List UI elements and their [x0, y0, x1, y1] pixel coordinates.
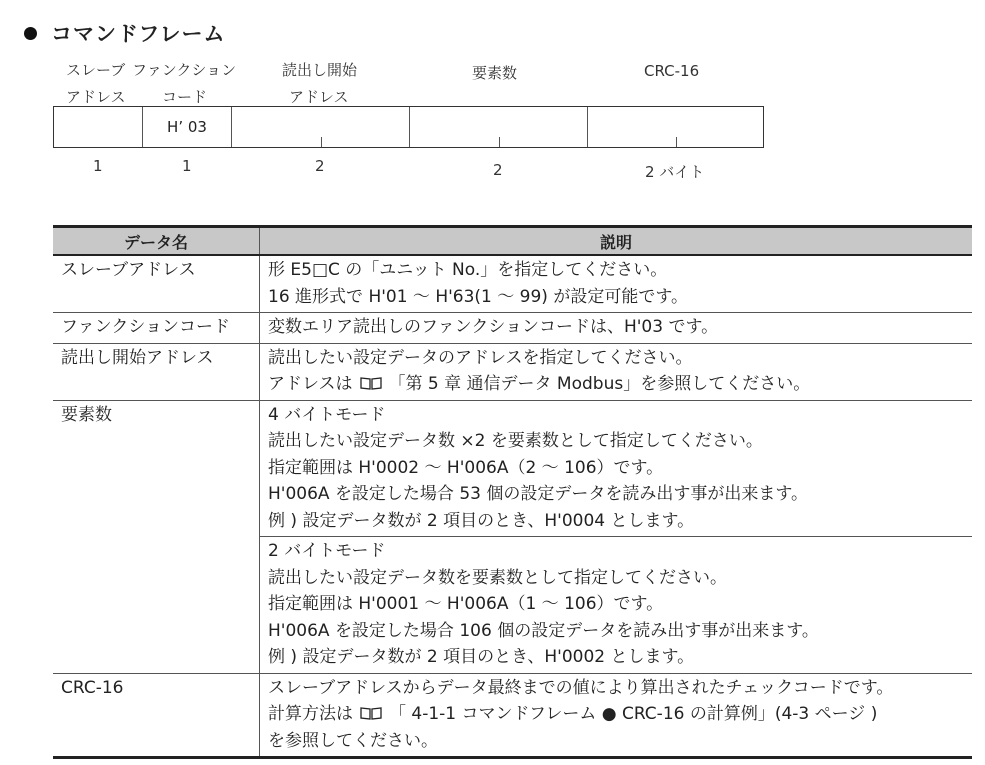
desc-line: 計算方法は 「 4-1-1 コマンドフレーム ● CRC-16 の計算例」(4-3 ページ ) — [268, 704, 878, 724]
frame-size-func: 1 — [182, 157, 192, 175]
table-row — [53, 255, 972, 313]
desc-line: 指定範囲は H'0001 ～ H'006A（1 ～ 106）です。 — [268, 594, 664, 614]
desc-line: 読出したい設定データ数 ×2 を要素数として指定してください。 — [268, 431, 763, 451]
row-desc-crc16 — [260, 673, 973, 758]
row-desc-element-count-4byte — [260, 400, 973, 537]
desc-line: 例 ) 設定データ数が 2 項目のとき、H'0004 とします。 — [268, 510, 695, 531]
row-name-function-code: ファンクションコード — [53, 313, 260, 344]
frame-label-slave-1: スレーブ — [66, 61, 126, 79]
desc-line: スレーブアドレスからデータ最終までの値により算出されたチェックコードです。 — [268, 677, 894, 698]
frame-size-crc: 2 バイト — [645, 163, 705, 181]
frame-cell-read-address — [232, 107, 410, 147]
desc-line: 読出したい設定データのアドレスを指定してください。 — [268, 347, 693, 368]
row-name-element-count: 要素数 — [53, 400, 260, 673]
table-row — [53, 673, 972, 758]
desc-line: アドレスは 「第 5 章 通信データ Modbus」を参照してください。 — [268, 374, 811, 394]
row-name-read-start-address: 読出し開始アドレス — [53, 343, 260, 400]
row-desc-function-code — [260, 313, 973, 344]
row-name-slave-address: スレーブアドレス — [53, 255, 260, 313]
frame-label-slave-2: アドレス — [66, 88, 126, 106]
row-desc-element-count-2byte — [260, 537, 973, 674]
desc-line: 4 バイトモード — [268, 404, 386, 425]
frame-size-read-address: 2 — [315, 157, 325, 175]
row-name-crc16: CRC-16 — [53, 673, 260, 758]
row-desc-slave-address — [260, 255, 973, 313]
frame-size-slave: 1 — [93, 157, 103, 175]
frame-label-crc: CRC-16 — [644, 62, 700, 80]
row-desc-read-start-address — [260, 343, 973, 400]
book-reference-icon — [359, 376, 383, 390]
frame-tick — [321, 137, 322, 147]
frame-cell-elements — [410, 107, 588, 147]
frame-label-elements: 要素数 — [472, 64, 518, 82]
table-row — [53, 313, 972, 344]
desc-line: 例 ) 設定データ数が 2 項目のとき、H'0002 とします。 — [268, 647, 695, 667]
frame-cell-func: H’ 03 — [143, 107, 232, 147]
desc-line: 変数エリア読出しのファンクションコードは、H'03 です。 — [268, 317, 719, 337]
frame-tick — [499, 137, 500, 147]
bullet-icon — [24, 27, 37, 40]
frame-label-read-1: 読出し開始 — [282, 61, 358, 79]
desc-line: 16 進形式で H'01 ～ H'63(1 ～ 99) が設定可能です。 — [268, 286, 688, 307]
desc-line: 2 バイトモード — [268, 541, 386, 561]
header-description: 説明 — [260, 227, 973, 256]
frame-size-elements: 2 — [493, 161, 503, 179]
desc-line: 形 E5□C の「ユニット No.」を指定してください。 — [268, 260, 668, 280]
desc-line: 指定範囲は H'0002 ～ H'006A（2 ～ 106）です。 — [268, 457, 664, 478]
frame-tick — [676, 137, 677, 147]
command-frame-diagram — [53, 106, 764, 148]
table-header-row — [53, 227, 972, 256]
frame-label-func-2: コード — [162, 88, 208, 106]
frame-label-func-1: ファンクション — [132, 61, 237, 79]
desc-line: H'006A を設定した場合 106 個の設定データを読み出す事が出来ます。 — [268, 620, 819, 641]
table-row — [53, 400, 972, 537]
frame-cell-crc — [588, 107, 763, 147]
frame-label-read-2: アドレス — [289, 88, 349, 106]
section-heading — [24, 18, 226, 48]
book-reference-icon — [359, 706, 383, 720]
header-data-name: データ名 — [53, 227, 260, 256]
table-row — [53, 343, 972, 400]
desc-line: 読出したい設定データ数を要素数として指定してください。 — [268, 567, 727, 588]
frame-cell-slave — [54, 107, 143, 147]
desc-line: を参照してください。 — [268, 730, 438, 751]
description-table — [53, 225, 972, 759]
desc-line: H'006A を設定した場合 53 個の設定データを読み出す事が出来ます。 — [268, 484, 809, 504]
heading-text: コマンドフレーム — [51, 22, 226, 46]
